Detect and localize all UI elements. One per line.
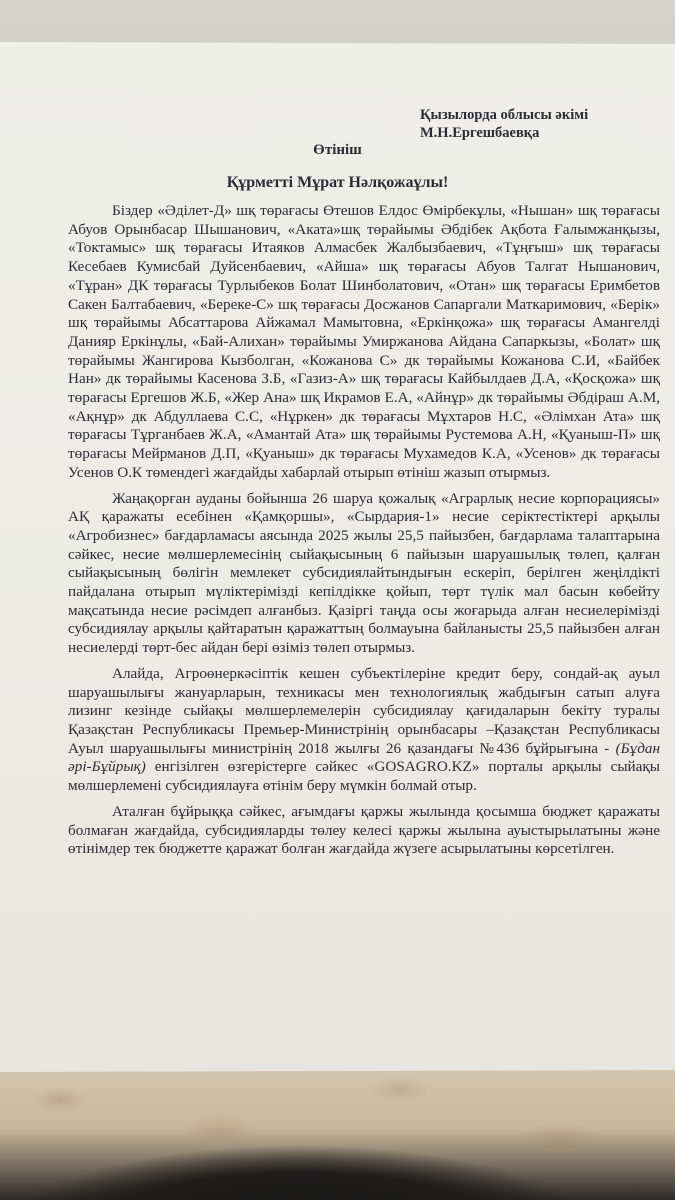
paragraph-3 [68,665,660,796]
addressee-line2: М.Н.Ергешбаевқа [420,125,540,141]
paragraph-2: Жаңақорған ауданы бойынша 26 шаруа қожалық «Аграрлық несие корпорациясы» АҚ қаражаты есебінен «Қамқоршы», «Сырдария-1» несие серіктестіктері арқылы «Агробизнес» бағдарламасы аясында 2025 жылы 25,5 пайызбен, бағдарлама талаптарына сәйкес, несие мөлшерлемесінің сыйақысының 6 пайызын шаруашылық төлеп, қалған сыйақысының бөлігін мемлекет субсидиялайтындығын ескеріп, берілген жеңілдікті пайдалана отырып мүліктерімізді кепілдікке қойып, төрт түлік мал басын көбейту мақсатында несие рәсімдеп алғанбыз. Қазіргі таңда осы жоғарыда алған несиелерімізді субсидиялау арқылы қайтаратын қаражаттың болмауына байланысты 25,5 пайызбен алған несиелерді төрт-бес айдан бері өзіміз төлеп отырмыз. [68,489,660,657]
salutation: Құрметті Мұрат Нәлқожаұлы! [226,174,449,191]
document-title: Өтініш [313,142,362,158]
paragraph-3-part-1: Алайда, Агроөнеркәсіптік кешен субъектілеріне кредит беру, сондай-ақ ауыл шаруашылығы жануарларын, техникасы мен технологиялық жабдығын сатып алуға лизинг кезінде сыйақы мөлшерлемелерін субсидиялау қағидаларын бекіту туралы Қазақстан Республикасы Премьер-Министрінің орынбасары –Қазақстан Республикасы Ауыл шаруашылығы министрінің 2018 жылғы 26 қазандағы №436 бұйрығына - [68,664,660,757]
document-body [68,202,660,859]
paragraph-4: Аталған бұйрыққа сәйкес, ағымдағы қаржы жылында қосымша бюджет қаражаты болмаған жағдайда, субсидияларды төлеу келесі қаржы жылына ауыстырылатыны және өтінімдер тек бюджетте қаражат болған жағдайда жүзеге асырылатыны көрсетілген. [68,802,660,858]
addressee-line1: Қызылорда облысы әкімі [420,107,589,123]
paragraph-3-italic: (Бұдан әрі-Бұйрық) [68,739,660,776]
document-page [0,42,675,1072]
addressee-block [420,106,660,142]
paragraph-1: Біздер «Әділет-Д» шқ төрағасы Өтешов Елдос Өмірбекұлы, «Нышан» шқ төрағасы Абуов Орынбасар Шышанович, «Аката»шқ төрайымы Әбдібек Ақбота Ғалымжанқызы, «Токтамыс» шқ төрағасы Итаяков Алмасбек Жалбызбаевич, «Тұңғыш» шқ төрағасы Кесебаев Кумисбай Дуйсенбаевич, «Айша» шқ төрағасы Абуов Талгат Нышанович, «Тұран» ДК төрағасы Турлыбеков Болат Шинболатович, «Отан» шқ төрағасы Еримбетов Сакен Балтабаевич, «Береке-С» шқ төрағасы Досжанов Сапаргали Маткаримович, «Берік» шқ төрайымы Абсаттарова Айжамал Мамытовна, «Еркінқожа» шқ төрағасы Амангелді Данияр Еркінұлы, «Бай-Алихан» төрайымы Умиржанова Айдана Сапаркызы, «Болат» шқ төрайымы Жангирова Кызболган, «Кожанова С» дк төрайымы Кожанова С.И, «Байбек Нан» дк төрайымы Касенова З.Б, «Газиз-А» шқ төрағасы Кайбылдаев Д.А, «Қосқожа» шқ төрағасы Ергешов Ж.Б, «Жер Ана» шқ Икрамов Е.А, «Айнұр» дк төрайымы Әбдіраш А.М, «Ақнұр» дк Абдуллаева С.С, «Нұркен» дк төрағасы Мұхтаров Н.С, «Әлімхан Ата» шқ төрағасы Тұрганбаев Ж.А, «Амантай Ата» шқ төрайымы Рустемова А.Н, «Қуаныш-П» шқ төрағасы Мейрманов Д.П, «Қуаныш» дк төрағасы Мухамедов К.А, «Усенов» дк төрағасы Усенов О.К төмендегі жағдайды хабарлай отырып өтініш жазып отырмыз. [68,202,660,481]
paragraph-3-part-2: енгізілген өзгерістерге сәйкес «GOSAGRO.KZ» порталы арқылы сыйақы мөлшерлемені субсидиялауға өтінім беру мүмкін болмай отыр. [68,758,660,795]
dark-foreground-shape [0,1110,675,1200]
